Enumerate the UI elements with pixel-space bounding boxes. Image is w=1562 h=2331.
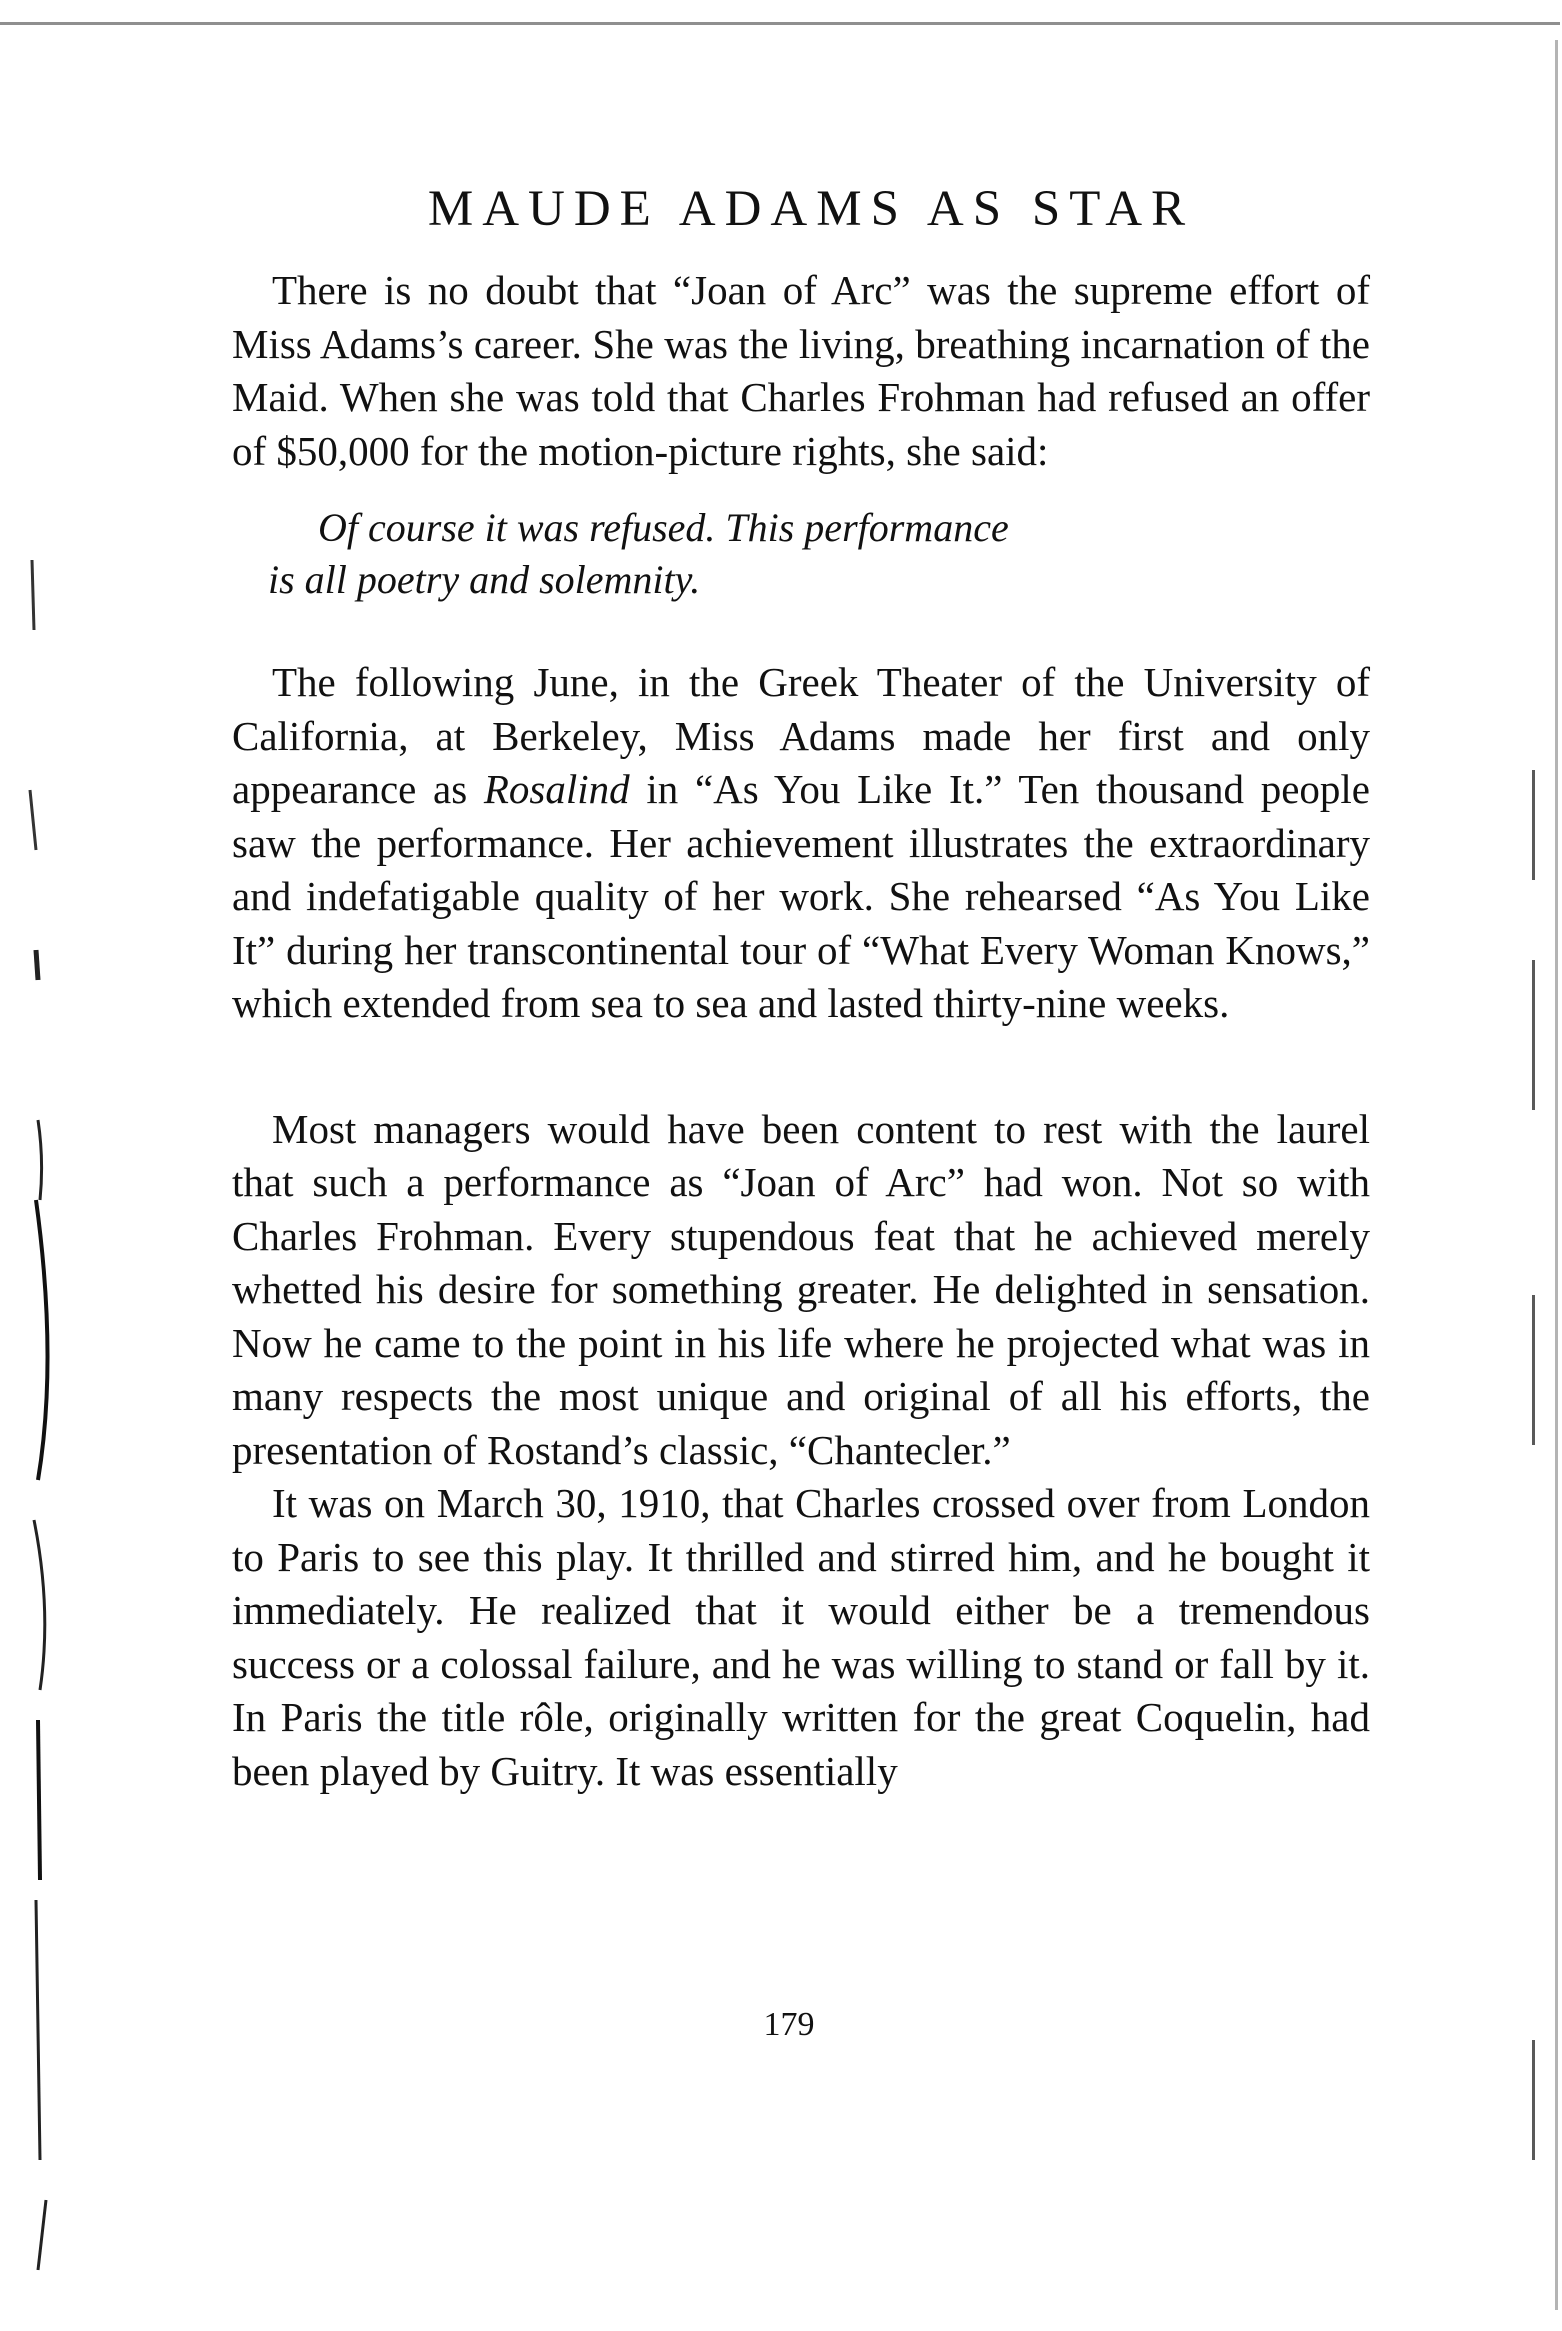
right-margin-mark: [1532, 1295, 1535, 1445]
gutter-mark: [30, 790, 36, 850]
page-text: [232, 180, 1370, 1798]
gutter-mark: [34, 1520, 45, 1690]
quote-line: is all poetry and solemnity.: [268, 557, 701, 602]
running-head: MAUDE ADAMS AS STAR: [427, 181, 1195, 237]
gutter-mark: [36, 950, 38, 980]
paragraph-paris: It was on March 30, 1910, that Charles crossed over from London to Paris to see this play. It thrilled and stirred him, and he bought it immediately. He realized that it would either be a tremendous success or a colossal failure, and he was willing to stand or fall by it. In Paris the title rôle, originally written for the great Coquelin, had been played by Guitry. It was essentially: [232, 1480, 1370, 1794]
paragraph-as-you-like-it: [232, 656, 1370, 1031]
quote-line: Of course it was refused. This performance: [318, 505, 1009, 550]
gutter-mark: [38, 2200, 46, 2270]
page-top-edge: [0, 22, 1560, 25]
page-number: 179: [763, 2006, 815, 2043]
role-name: Rosalind: [483, 766, 630, 812]
gutter-mark: [38, 1120, 42, 1200]
right-margin-mark: [1532, 770, 1535, 880]
paragraph-text: in “As You Like It.” Ten thousand people saw the performance. Her achievement illustrates the extraordinary and indefatigable quality of her work. She rehearsed “As You Like It” during her transcontinental tour of “What Every Woman Knows,” which extended from sea to sea and lasted thirty-nine weeks.: [232, 766, 1370, 1026]
paragraph-text: The following June, in the Greek Theater of the University of California, at Berkeley, Miss Adams made her first and only appearance as: [232, 659, 1370, 812]
gutter-mark: [36, 1200, 48, 1480]
paragraph-joan-of-arc: There is no doubt that “Joan of Arc” was the supreme effort of Miss Adams’s career. She was the living, breathing incarnation of the Maid. When she was told that Charles Frohman had refused an offer of $50,000 for the motion-picture rights, she said:: [232, 267, 1370, 474]
paragraph-chantecler: Most managers would have been content to rest with the laurel that such a performance as “Joan of Arc” had won. Not so with Charles Frohman. Every stupendous feat that he achieved merely whetted his desire for something greater. He delighted in sensation. Now he came to the point in his life where he projected what was in many respects the most unique and original of all his efforts, the presentation of Rostand’s classic, “Chantecler.”: [232, 1105, 1370, 1473]
gutter-mark: [32, 560, 34, 630]
block-quote: [268, 502, 1318, 606]
page-right-edge: [1555, 40, 1558, 2310]
right-margin-mark: [1532, 960, 1535, 1110]
right-margin-mark: [1532, 2040, 1535, 2160]
gutter-mark: [38, 1720, 40, 1880]
